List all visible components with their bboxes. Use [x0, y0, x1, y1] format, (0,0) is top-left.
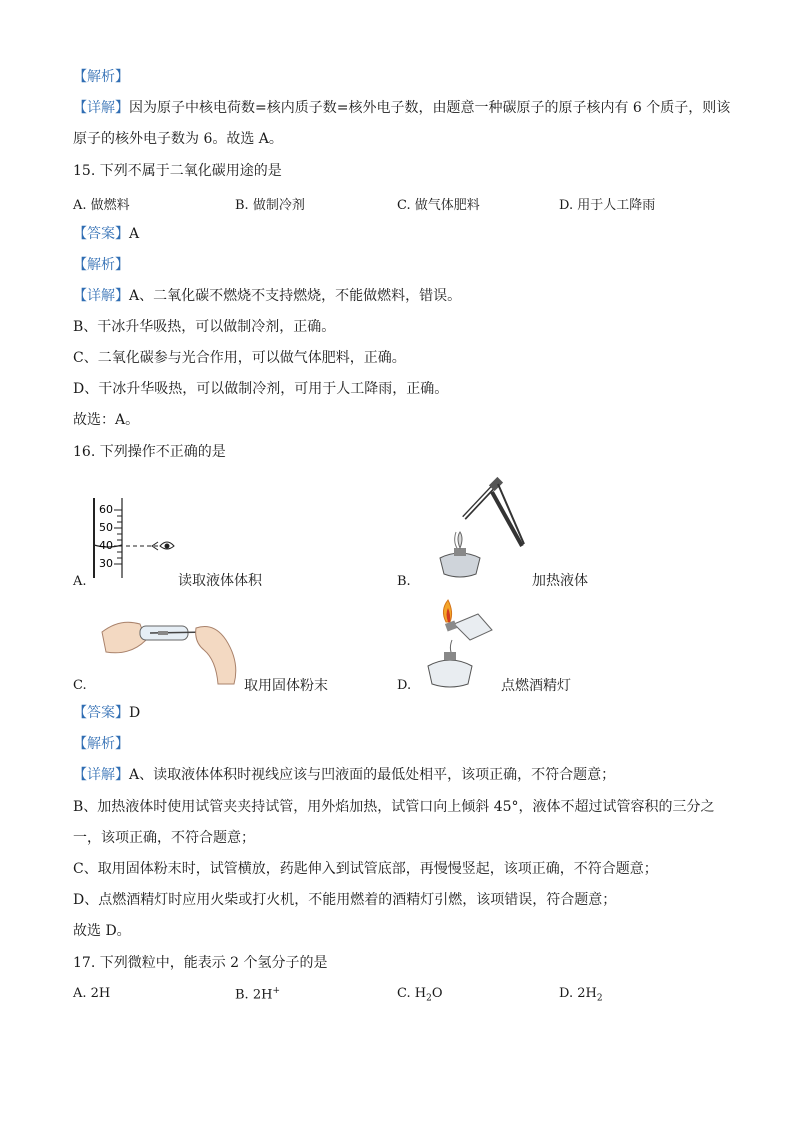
q15-explain-line-b: B、干冰升华吸热，可以做制冷剂，正确。 [73, 319, 336, 335]
xiangjie-label: 【详解】 [73, 100, 129, 116]
q16-conclusion: 故选 D。 [73, 923, 131, 939]
q16-option-c-caption: 取用固体粉末 [244, 678, 328, 694]
q15-answer: 【答案】A [73, 226, 140, 242]
jiexi-label: 【解析】 [73, 69, 129, 85]
q16-explain-line-a: 【详解】A、读取液体体积时视线应该与凹液面的最低处相平，该项正确，不符合题意； [73, 767, 616, 783]
q15-explain-line-d: D、干冰升华吸热，可以做制冷剂，可用于人工降雨，正确。 [73, 381, 449, 397]
q15-option-d: D. 用于人工降雨 [559, 198, 656, 213]
q15-option-a: A. 做燃料 [73, 198, 130, 213]
q15-jiexi-label: 【解析】 [73, 257, 129, 273]
q15-option-b: B. 做制冷剂 [235, 198, 305, 213]
q17-stem: 17. 下列微粒中，能表示 2 个氢分子的是 [73, 955, 328, 971]
tick-30: 30 [99, 557, 113, 570]
tick-50: 50 [99, 521, 113, 534]
q16-explain-line-b2: 一，该项正确，不符合题意； [73, 830, 255, 846]
q15-explain-line-a: 【详解】A、二氧化碳不燃烧不支持燃烧，不能做燃料，错误。 [73, 288, 462, 304]
q15-option-c: C. 做气体肥料 [397, 198, 480, 213]
tick-40: 40 [99, 539, 113, 552]
q16-explain-line-b: B、加热液体时使用试管夹夹持试管，用外焰加热，试管口向上倾斜 45°，液体不超过试管容积的三分之 [73, 799, 715, 815]
q14-explain-line-2: 原子的核外电子数为 6。故选 A。 [73, 131, 283, 147]
q14-explain-line-1: 【详解】因为原子中核电荷数=核内质子数=核外电子数，由题意一种碳原子的原子核内有 6 个质子，则该 [73, 100, 731, 116]
q17-option-d: D. $2H_2$ [559, 986, 603, 1004]
graduated-cylinder-figure [88, 496, 188, 580]
q15-stem: 15. 下列不属于二氧化碳用途的是 [73, 163, 282, 179]
q16-stem: 16. 下列操作不正确的是 [73, 444, 226, 460]
q16-explain-line-c: C、取用固体粉末时，试管横放，药匙伸入到试管底部，再慢慢竖起，该项正确，不符合题意； [73, 861, 658, 877]
q17-option-a: A. 2H [73, 986, 111, 1001]
q16-option-b-caption: 加热液体 [532, 573, 588, 589]
heating-liquid-figure [420, 474, 536, 584]
q16-option-a-caption: 读取液体体积 [178, 573, 262, 589]
q16-option-a-letter: A. [73, 574, 87, 589]
powder-spoon-figure [100, 610, 240, 690]
q16-answer: 【答案】D [73, 705, 141, 721]
q16-jiexi-label: 【解析】 [73, 736, 129, 752]
q16-explain-line-d: D、点燃酒精灯时应用火柴或打火机，不能用燃着的酒精灯引燃，该项错误，符合题意； [73, 892, 617, 908]
q15-explain-line-c: C、二氧化碳参与光合作用，可以做气体肥料，正确。 [73, 350, 406, 366]
q16-option-d-letter: D. [397, 678, 412, 693]
q15-conclusion: 故选：A。 [73, 412, 140, 428]
tick-60: 60 [99, 503, 113, 516]
alcohol-lamp-figure [420, 598, 500, 690]
q17-option-b: B. 2H+ [235, 986, 280, 1003]
q16-option-b-letter: B. [397, 574, 411, 589]
q16-option-c-letter: C. [73, 678, 87, 693]
q16-option-d-caption: 点燃酒精灯 [501, 678, 571, 694]
q17-option-c: C. $H_2O$ [397, 986, 443, 1004]
